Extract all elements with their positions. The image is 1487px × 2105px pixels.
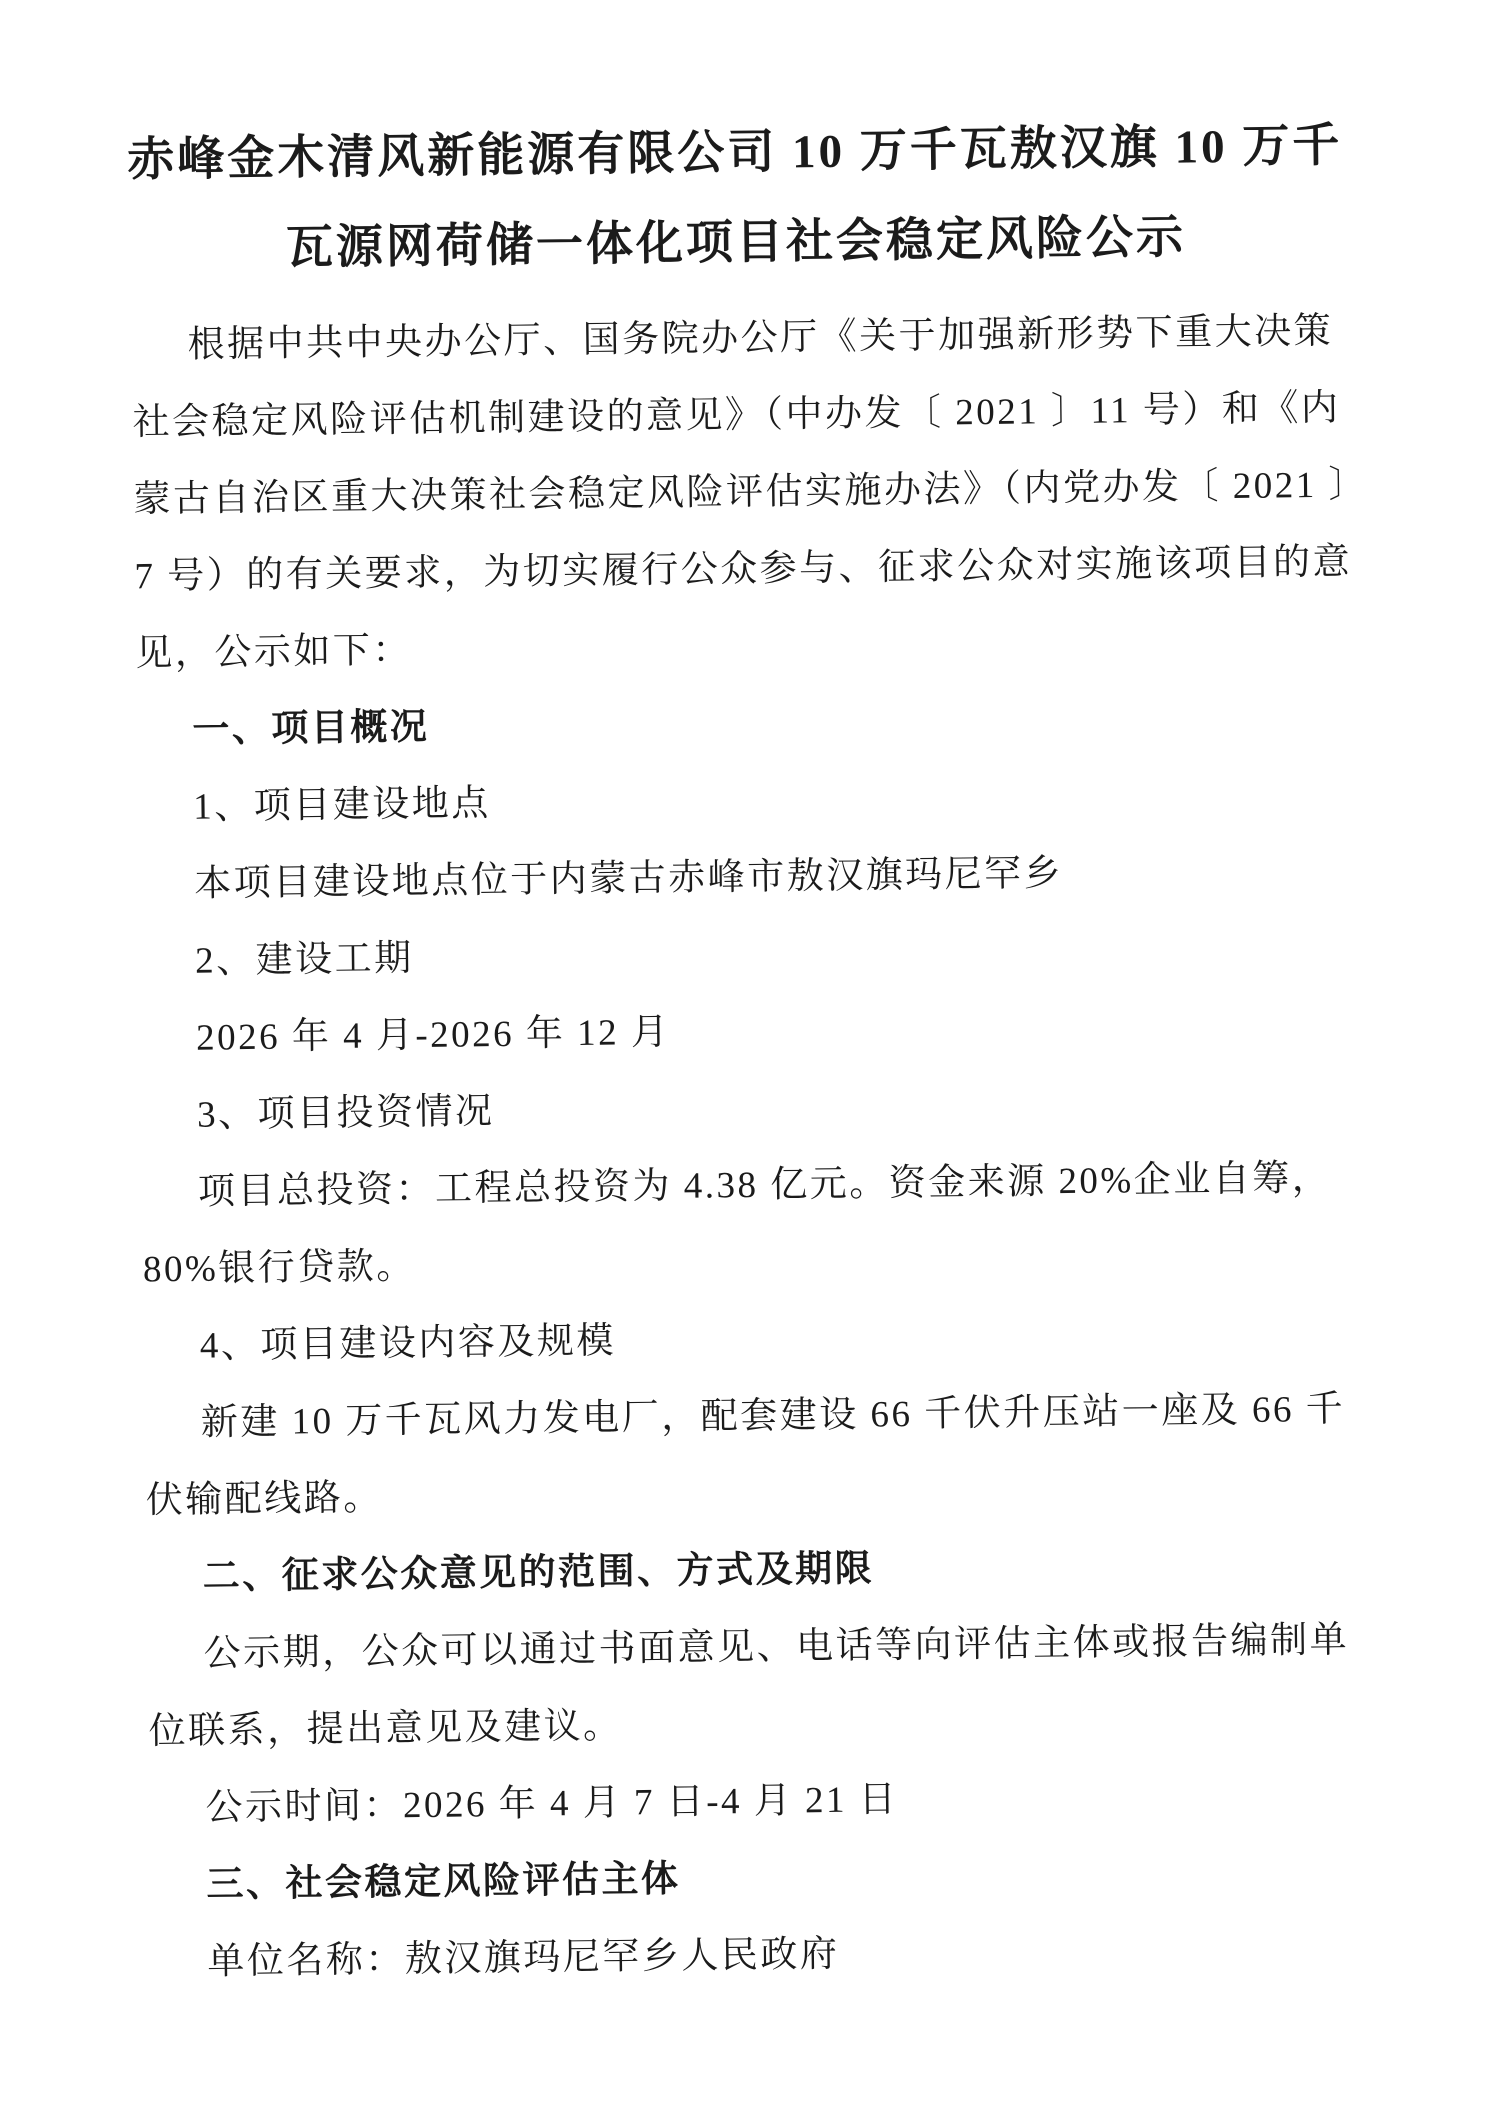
- paragraph-line: 项目总投资：工程总投资为 4.38 亿元。资金来源 20%企业自筹，: [197, 1157, 1332, 1213]
- title-line-2: 瓦源网荷储一体化项目社会稳定风险公示: [285, 211, 1187, 275]
- paragraph-line: 新建 10 万千瓦风力发电厂，配套建设 66 千伏升压站一座及 66 千: [200, 1388, 1346, 1444]
- subsection-heading: 1、项目建设地点: [193, 783, 492, 828]
- paragraph-line: 公示期，公众可以通过书面意见、电话等向评估主体或报告编制单: [203, 1619, 1350, 1675]
- scanned-sheet: [0, 99, 1487, 2003]
- paragraph-line: 公示时间：2026 年 4 月 7 日-4 月 21 日: [205, 1779, 899, 1829]
- paragraph-line: 7 号）的有关要求，为切实履行公众参与、征求公众对实施该项目的意: [134, 541, 1353, 598]
- section-heading-1: 一、项目概况: [192, 706, 430, 751]
- subsection-heading: 2、建设工期: [194, 938, 414, 982]
- paragraph-line: 见，公示如下：: [135, 630, 413, 675]
- document-body: [0, 291, 1487, 2003]
- paragraph-line: 社会稳定风险评估机制建设的意见》（中办发〔 2021 〕11 号）和《内: [132, 387, 1341, 444]
- document-title: [0, 99, 1480, 297]
- paragraph-line: 蒙古自治区重大决策社会稳定风险评估实施办法》（内党办发〔 2021 〕: [133, 464, 1369, 521]
- paragraph-line: 伏输配线路。: [145, 1477, 383, 1522]
- paragraph-line: 位联系，提出意见及建议。: [148, 1705, 623, 1753]
- subsection-heading: 4、项目建设内容及规模: [199, 1320, 617, 1367]
- paragraph-line: 本项目建设地点位于内蒙古赤峰市敖汉旗玛尼罕乡: [193, 853, 1064, 905]
- paragraph-line: 80%银行贷款。: [142, 1246, 416, 1291]
- paragraph-line: 根据中共中央办公厅、国务院办公厅《关于加强新形势下重大决策: [187, 310, 1334, 366]
- subsection-heading: 3、项目投资情况: [196, 1091, 495, 1136]
- title-line-1: 赤峰金木清风新能源有限公司 10 万千瓦敖汉旗 10 万千: [127, 119, 1343, 187]
- paragraph-line: 2026 年 4 月-2026 年 12 月: [195, 1011, 671, 1059]
- section-heading-2: 二、征求公众意见的范围、方式及期限: [202, 1548, 875, 1598]
- section-heading-3: 三、社会稳定风险评估主体: [206, 1858, 681, 1906]
- paragraph-line: 单位名称：敖汉旗玛尼罕乡人民政府: [207, 1933, 840, 1983]
